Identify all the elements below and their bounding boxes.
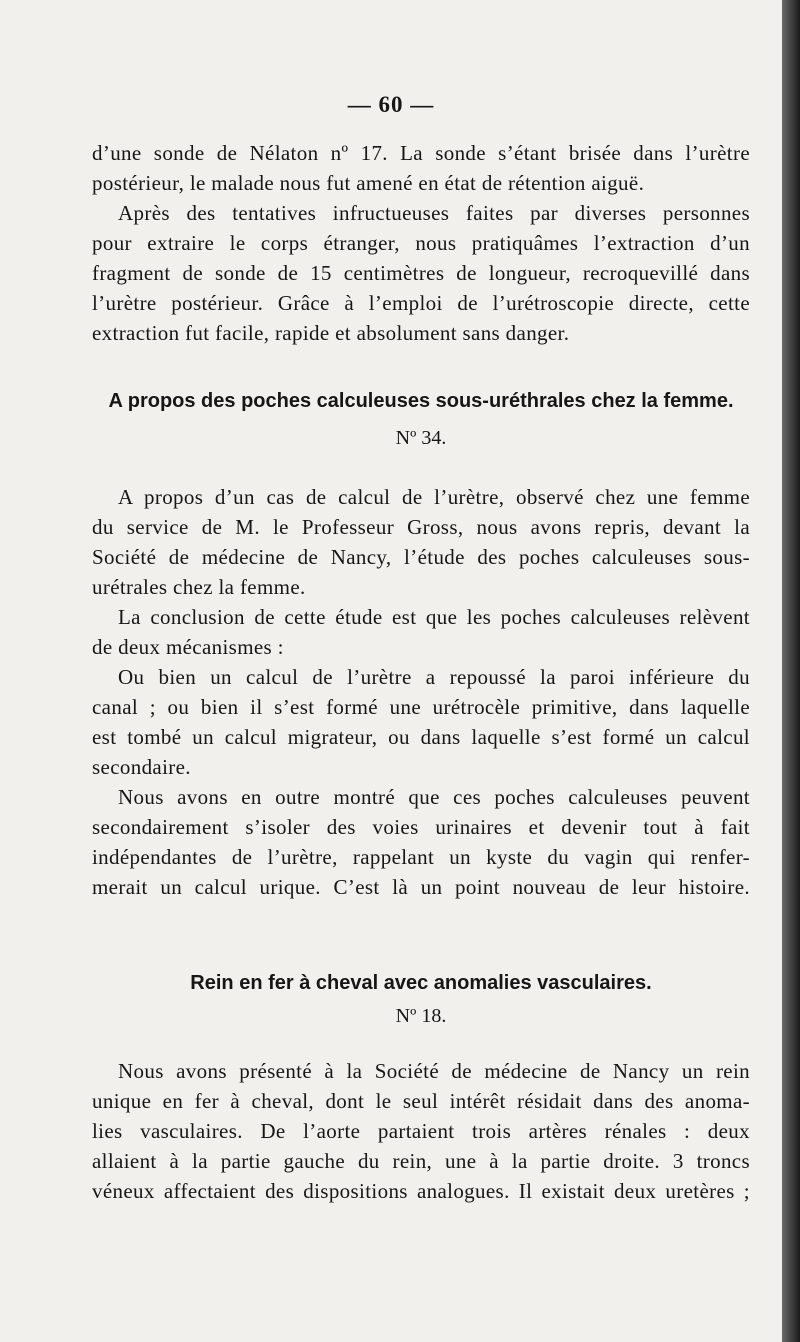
text-line: de deux mécanismes : (92, 635, 284, 659)
text-line: postérieur, le malade nous fut amené en état de rétention aiguë. (92, 171, 645, 195)
section-calculous-pouches-body (92, 482, 750, 902)
page-edge-shadow (782, 0, 800, 1342)
text-line: est tombé un calcul migrateur, ou dans laquelle s’est formé un calcul (92, 725, 750, 749)
text-line: La conclusion de cette étude est que les poches calculeuses relèvent (118, 605, 750, 629)
text-line: extraction fut facile, rapide et absolument sans danger. (92, 321, 570, 345)
section-number: Nº 34. (395, 427, 447, 449)
text-line: Nous avons en outre montré que ces poches calculeuses peuvent (118, 785, 750, 809)
text-line: A propos d’un cas de calcul de l’urètre, observé chez une femme (118, 485, 750, 509)
text-line: unique en fer à cheval, dont le seul intérêt résidait dans des anoma- (92, 1089, 750, 1113)
text-line: secondairement s’isoler des voies urinaires et devenir tout à fait (92, 815, 750, 839)
text-line: allaient à la partie gauche du rein, une à la partie droite. 3 troncs (92, 1149, 750, 1173)
text-line: l’urètre postérieur. Grâce à l’emploi de l’urétroscopie directe, cette (92, 291, 750, 315)
text-line: urétrales chez la femme. (92, 575, 306, 599)
text-line: fragment de sonde de 15 centimètres de longueur, recroquevillé dans (92, 261, 750, 285)
page-number: — 60 — (347, 92, 435, 117)
text-line: lies vasculaires. De l’aorte partaient trois artères rénales : deux (92, 1119, 750, 1143)
text-line: véneux affectaient des dispositions analogues. Il existait deux uretères ; (92, 1179, 750, 1203)
text-line: Nous avons présenté à la Société de médecine de Nancy un rein (118, 1059, 750, 1083)
section-heading: A propos des poches calculeuses sous-uréthrales chez la femme. (108, 390, 734, 412)
text-line: d’une sonde de Nélaton nº 17. La sonde s’étant brisée dans l’urètre (92, 141, 750, 165)
text-line: indépendantes de l’urètre, rappelant un kyste du vagin qui renfer- (92, 845, 750, 869)
text-line: canal ; ou bien il s’est formé une urétrocèle primitive, dans laquelle (92, 695, 750, 719)
section-horseshoe-kidney-body (92, 1056, 750, 1206)
text-line: merait un calcul urique. C’est là un point nouveau de leur histoire. (92, 875, 750, 899)
text-line: Société de médecine de Nancy, l’étude des poches calculeuses sous- (92, 545, 750, 569)
text-line: du service de M. le Professeur Gross, nous avons repris, devant la (92, 515, 750, 539)
section-intro-paragraphs (92, 138, 750, 348)
text-line: Après des tentatives infructueuses faites par diverses personnes (118, 201, 750, 225)
section-heading: Rein en fer à cheval avec anomalies vasculaires. (190, 972, 652, 994)
text-line: pour extraire le corps étranger, nous pratiquâmes l’extraction d’un (92, 231, 750, 255)
section-number: Nº 18. (395, 1005, 447, 1027)
text-line: secondaire. (92, 755, 191, 779)
text-line: Ou bien un calcul de l’urètre a repoussé la paroi inférieure du (118, 665, 750, 689)
